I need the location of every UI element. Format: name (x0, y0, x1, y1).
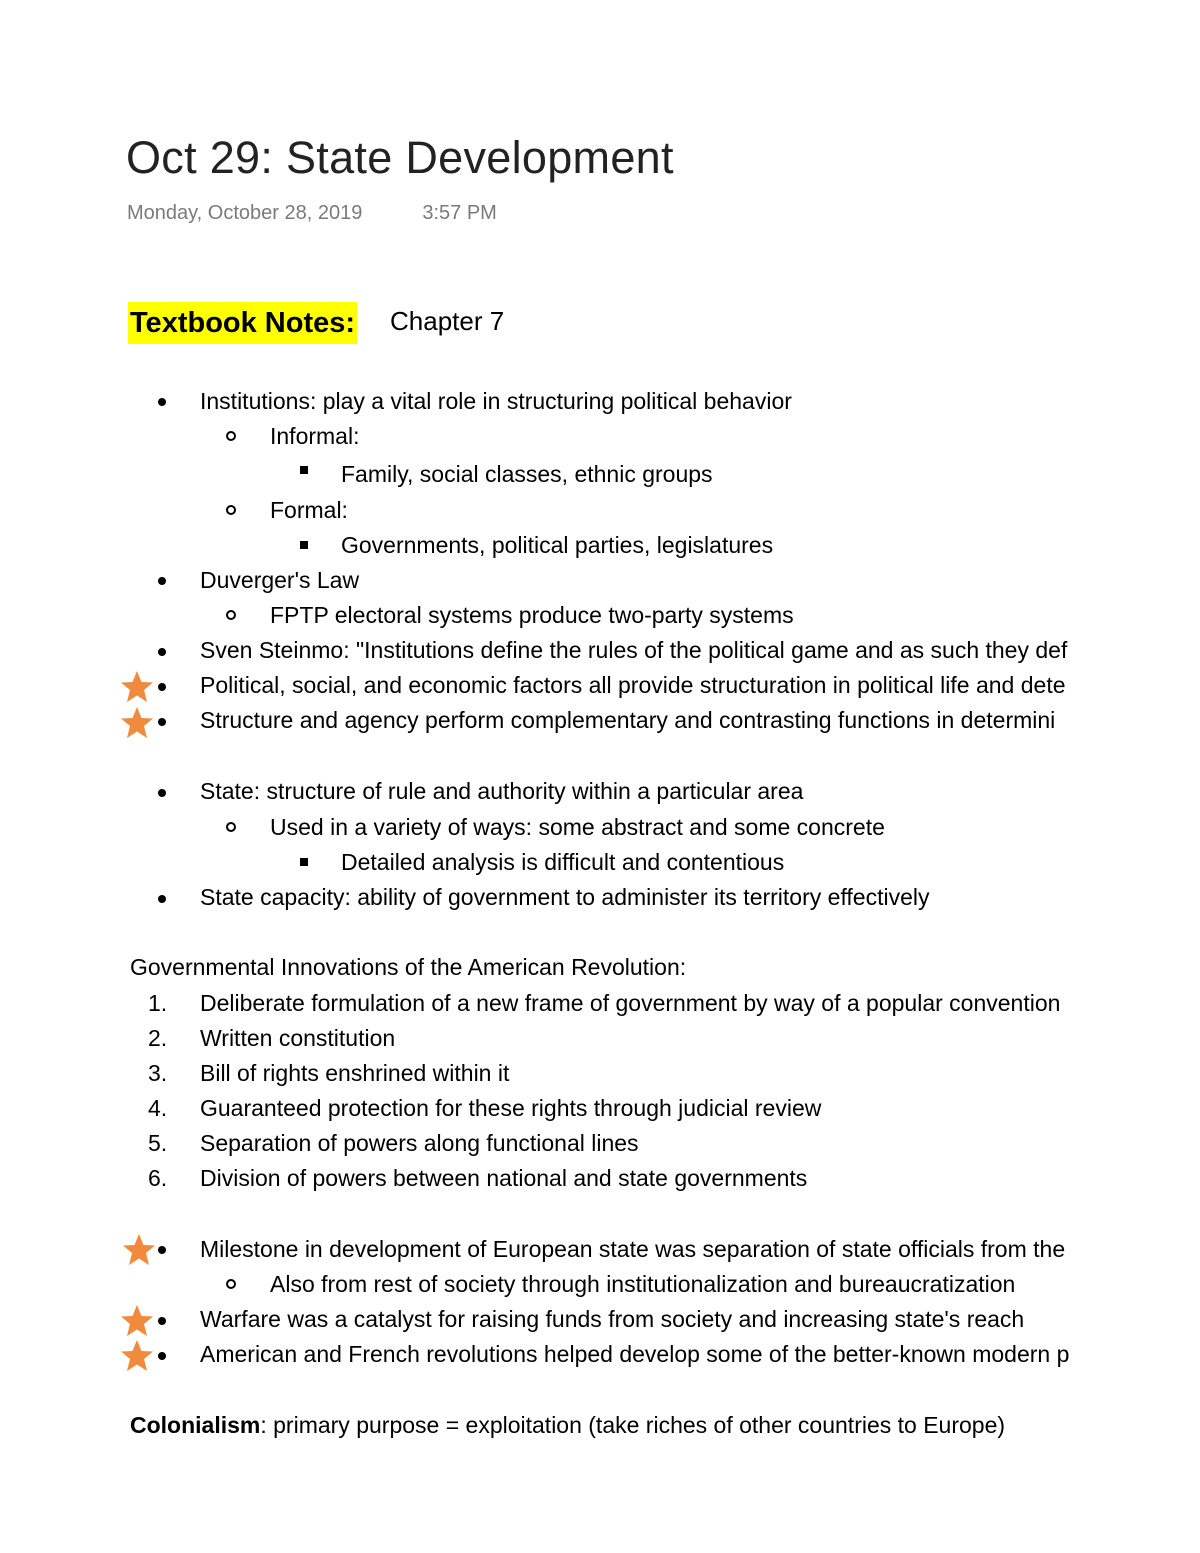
bullet-icon (158, 1352, 166, 1360)
bullet-icon (158, 895, 166, 903)
colonialism-line (130, 1410, 1005, 1440)
list-item: Institutions: play a vital role in structuring political behavior (200, 388, 792, 414)
list-number: 6. (148, 1165, 168, 1191)
list-number: 3. (148, 1060, 168, 1086)
list-item: Guaranteed protection for these rights through judicial review (200, 1095, 822, 1121)
list-item: Structure and agency perform complementary and contrasting functions in determini (200, 707, 1056, 733)
star-icon (120, 1304, 154, 1338)
bullet-icon (226, 505, 236, 515)
page-title: Oct 29: State Development (126, 132, 674, 183)
bullet-icon (226, 1279, 236, 1289)
colonialism-label: Colonialism (130, 1412, 261, 1438)
bullet-icon (226, 431, 236, 441)
list-item: Detailed analysis is difficult and contentious (341, 849, 785, 875)
list-number: 4. (148, 1095, 168, 1121)
star-icon (122, 1233, 156, 1267)
highlighted-heading: Textbook Notes: (128, 302, 357, 344)
list-number: 5. (148, 1130, 168, 1156)
bullet-icon (226, 822, 236, 832)
list-number: 2. (148, 1025, 168, 1051)
list-item: Division of powers between national and state governments (200, 1165, 808, 1191)
star-icon (120, 1339, 154, 1373)
list-item: Milestone in development of European state was separation of state officials from the (200, 1236, 1066, 1262)
bullet-icon (158, 648, 166, 656)
bullet-icon (158, 1246, 166, 1254)
colonialism-text: : primary purpose = exploitation (take riches of other countries to Europe) (260, 1412, 1006, 1438)
bullet-icon (300, 858, 308, 866)
bullet-icon (300, 541, 308, 549)
list-item: Written constitution (200, 1025, 396, 1051)
bullet-icon (300, 466, 308, 474)
list-item: Duverger's Law (200, 567, 360, 593)
list-number: 1. (148, 990, 168, 1016)
list-item: Bill of rights enshrined within it (200, 1060, 510, 1086)
star-icon (120, 706, 154, 740)
list-item: Warfare was a catalyst for raising funds from society and increasing state's reach (200, 1306, 1025, 1332)
innovations-heading: Governmental Innovations of the American Revolution: (130, 954, 687, 980)
list-item: Formal: (270, 497, 348, 523)
list-item: Separation of powers along functional lines (200, 1130, 639, 1156)
bullet-icon (158, 789, 166, 797)
list-item: Sven Steinmo: "Institutions define the rules of the political game and as such they def (200, 637, 1068, 663)
list-item: Deliberate formulation of a new frame of government by way of a popular convention (200, 990, 1061, 1016)
list-item: Used in a variety of ways: some abstract and some concrete (270, 814, 885, 840)
bullet-icon (158, 718, 166, 726)
page-time: 3:57 PM (422, 202, 497, 224)
list-item: American and French revolutions helped develop some of the better-known modern p (200, 1341, 1070, 1367)
list-item: Governments, political parties, legislatures (341, 532, 774, 558)
heading-chapter: Chapter 7 (390, 306, 505, 336)
star-icon (120, 670, 154, 704)
page-date: Monday, October 28, 2019 (127, 202, 363, 224)
list-item: Political, social, and economic factors all provide structuration in political life and dete (200, 672, 1066, 698)
list-item: State: structure of rule and authority within a particular area (200, 778, 804, 804)
list-item: Informal: (270, 423, 360, 449)
bullet-icon (226, 610, 236, 620)
bullet-icon (158, 577, 166, 585)
list-item: FPTP electoral systems produce two-party systems (270, 602, 794, 628)
bullet-icon (158, 1317, 166, 1325)
bullet-icon (158, 683, 166, 691)
list-item: Also from rest of society through institutionalization and bureaucratization (270, 1271, 1016, 1297)
list-item: State capacity: ability of government to administer its territory effectively (200, 884, 930, 910)
list-item: Family, social classes, ethnic groups (341, 461, 713, 487)
page-timestamp (127, 202, 497, 225)
bullet-icon (158, 398, 166, 406)
